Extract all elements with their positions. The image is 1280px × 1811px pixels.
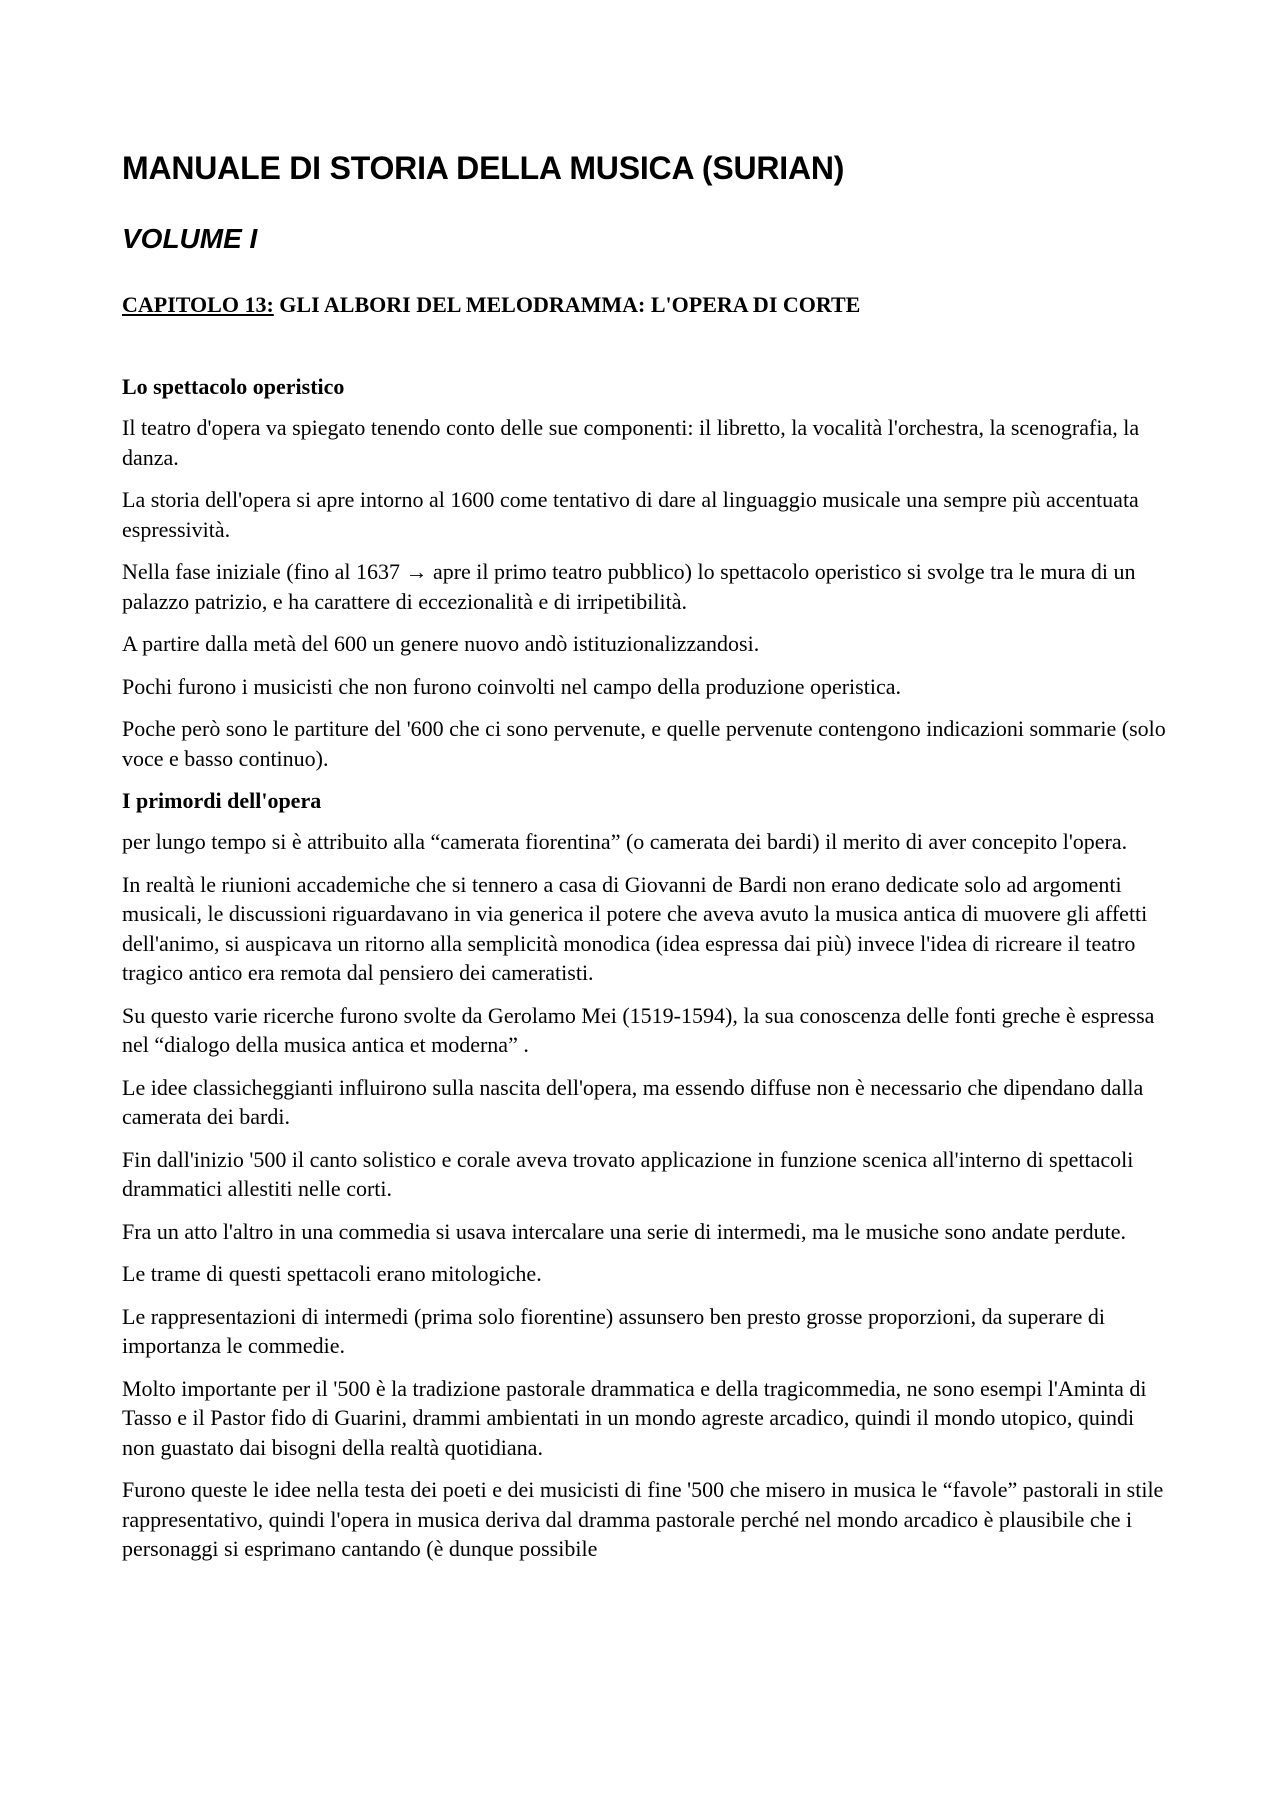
paragraph: Nella fase iniziale (fino al 1637 → apre il primo teatro pubblico) lo spettacolo operistico si svolge tra le mura di un palazzo patrizio, e ha carattere di eccezionalità e di irripetibilità. [122,559,1136,614]
section-heading: I primordi dell'opera [122,788,322,813]
document-title: MANUALE DI STORIA DELLA MUSICA (SURIAN) [122,150,845,186]
paragraph: Le trame di questi spettacoli erano mitologiche. [122,1261,542,1286]
document-content [122,148,1170,1577]
paragraph: Molto importante per il '500 è la tradizione pastorale drammatica e della tragicommedia, ne sono esempi l'Aminta di Tasso e il Pastor fido di Guarini, drammi ambientati in un mondo agreste arcadico, quindi il mondo utopico, quindi non guastato dai bisogni della realtà quotidiana. [122,1375,1147,1460]
paragraph: Fin dall'inizio '500 il canto solistico e corale aveva trovato applicazione in funzione scenica all'interno di spettacoli drammatici allestiti nelle corti. [122,1146,1134,1201]
paragraph: Su questo varie ricerche furono svolte da Gerolamo Mei (1519-1594), la sua conoscenza delle fonti greche è espressa nel “dialogo della musica antica et moderna” . [122,1002,1155,1057]
paragraph: Pochi furono i musicisti che non furono coinvolti nel campo della produzione operistica. [122,673,901,699]
chapter-label: CAPITOLO 13: [122,292,274,317]
paragraph: In realtà le riunioni accademiche che si tennero a casa di Giovanni de Bardi non erano dedicate solo ad argomenti musicali, le discussioni riguardavano in via generica il potere che aveva avuto la musica antica di muovere gli affetti dell'animo, si auspicava un ritorno alla semplicità monodica (idea espressa dai più) invece l'idea di ricreare il teatro tragico antico era remota dal pensiero dei cameratisti. [122,871,1148,985]
paragraph: Poche però sono le partiture del '600 che ci sono pervenute, e quelle pervenute contengono indicazioni sommarie (solo voce e basso continuo). [122,716,1166,771]
paragraph: per lungo tempo si è attribuito alla “camerata fiorentina” (o camerata dei bardi) il merito di aver concepito l'opera. [122,829,1128,854]
chapter-heading [122,290,1170,320]
paragraph: Le rappresentazioni di intermedi (prima solo fiorentine) assunsero ben presto grosse proporzioni, da superare di importanza le commedie. [122,1303,1105,1358]
chapter-title: GLI ALBORI DEL MELODRAMMA: L'OPERA DI CORTE [279,292,861,317]
paragraph: A partire dalla metà del 600 un genere nuovo andò istituzionalizzandosi. [122,631,760,656]
section-heading: Lo spettacolo operistico [122,374,345,399]
volume-heading: VOLUME I [122,223,258,254]
paragraph: Le idee classicheggianti influirono sulla nascita dell'opera, ma essendo diffuse non è necessario che dipendano dalla camerata dei bardi. [122,1074,1144,1129]
paragraph: Il teatro d'opera va spiegato tenendo conto delle sue componenti: il libretto, la vocalità l'orchestra, la scenografia, la danza. [122,415,1140,470]
paragraph: La storia dell'opera si apre intorno al 1600 come tentativo di dare al linguaggio musicale una sempre più accentuata espressività. [122,487,1139,542]
paragraph: Furono queste le idee nella testa dei poeti e dei musicisti di fine '500 che misero in musica le “favole” pastorali in stile rappresentativo, quindi l'opera in musica deriva dal dramma pastorale perché nel mondo arcadico è plausibile che i personaggi si esprimano cantando (è dunque possibile [122,1477,1164,1561]
paragraph: Fra un atto l'altro in una commedia si usava intercalare una serie di intermedi, ma le musiche sono andate perdute. [122,1218,1127,1244]
